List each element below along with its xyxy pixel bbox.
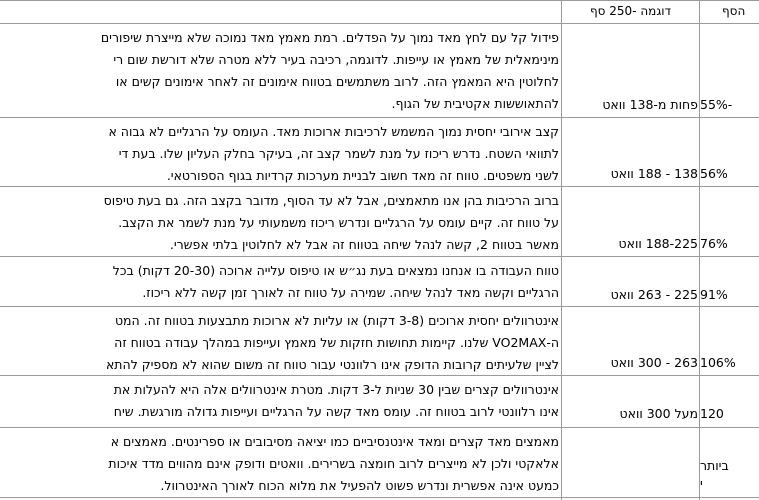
example-column-header: דוגמה -250 סף xyxy=(590,4,672,18)
description-line: אינטרוולים קצרים שבין 30 שניות ל-3 דקות. מטרת אינטרוולים אלה היא להעלות את xyxy=(113,382,559,397)
zone-7-threshold: ביותר xyxy=(700,458,729,473)
zone-5-example: 263 - 300 וואט xyxy=(610,355,698,370)
zone-4-threshold: 91% xyxy=(700,287,728,302)
description-line: לציין שלעיתים קרובות הדופק אינו רלוונטי עבור טווח זה משום שהוא לא מספיק להתא xyxy=(105,357,559,372)
table-border xyxy=(0,0,759,1)
row-divider xyxy=(0,427,759,428)
zone-1-threshold: -55% xyxy=(700,97,733,112)
zone-6-description xyxy=(113,379,559,423)
description-line: לשני משפטים. טווח זה מאד חשוב לבניית מערכות קרדיות בגוף הספורטאי. xyxy=(166,168,559,183)
zone-3-description xyxy=(103,190,559,256)
description-line: מינימאלית של מאמץ או עייפות. לדוגמה, רכיבה בעיר ללא מטרה שלא דורשת שום רי xyxy=(113,52,559,67)
zone-5-threshold: 106% xyxy=(700,355,736,370)
description-line: לתוואי השטח. נדרש ריכוז על מנת לשמר קצב זה, בעיקר בחלק העליון שלו. בעת די xyxy=(118,146,559,161)
description-line: פידול קל עם לחץ מאד נמוך על הפדלים. רמת מאמץ מאד נמוכה שלא מייצרת שיפורים xyxy=(100,30,559,45)
zone-3-example: 188-225 וואט xyxy=(618,236,698,251)
description-line: טווח העבודה בו אנחנו נמצאים בעת נג״ש או טיפוס עלייה ארוכה (20-30 דקות) בכל xyxy=(112,263,559,278)
table-border xyxy=(0,497,759,498)
zone-4-description xyxy=(112,260,559,304)
zone-7-threshold-cont: י xyxy=(700,476,703,491)
zone-6-example: מעל 300 וואט xyxy=(619,406,698,421)
zone-1-example: פחות מ-138 וואט xyxy=(602,97,698,112)
description-line: מאשר בטווח 2, קשה לנהל שיחה בטווח זה אבל לא לחלוטין בלתי אפשרי. xyxy=(169,237,559,252)
zone-1-description xyxy=(100,27,559,115)
row-divider xyxy=(0,256,759,257)
zone-4-example: 225 - 263 וואט xyxy=(610,287,698,302)
description-line: אינו רלוונטי לרוב בטווח זה. עומס מאד קשה על הרגליים ועייפות גדולה מורגשת. שיח xyxy=(113,404,559,419)
description-line: אינטרוולים יחסית ארוכים (3-8 דקות) או עליות לא ארוכות מתבצעות בטווח זה. המט xyxy=(114,313,559,328)
row-divider xyxy=(0,306,759,307)
description-line: כמעט אינה אפשרית ונדרש פשוט להפעיל את מלוא הכוח לאורך האינטרוול. xyxy=(160,478,559,493)
header-divider xyxy=(0,23,759,24)
description-line: להתאוששות אקטיבית של הגוף. xyxy=(391,96,559,111)
row-divider xyxy=(0,117,759,118)
threshold-column-header: הסף xyxy=(722,4,746,18)
description-line: אלאקטי ולכן לא מייצרים לרוב חומצה בשרירים. וואטים ודופק אינם מהווים מדד איכות xyxy=(108,456,559,471)
description-line: מאמצים מאד קצרים ומאד אינטנסיביים כמו יציאה מסיבובים או ספרינטים. מאמצים א xyxy=(110,434,559,449)
zone-7-description xyxy=(108,431,559,497)
zone-2-description xyxy=(108,121,559,187)
description-line: ברוב הרכיבות בהן אנו מתאמצים, אבל לא עד הסוף, מדובר בקצב הזה. גם בעת טיפוס xyxy=(103,193,559,208)
description-line: על טווח זה. קיים עומס על הרגליים ונדרש ריכוז משמעותי על מנת לשמר את הקצב. xyxy=(118,215,559,230)
description-line: לחלוטין היא המאמץ הזה. לרוב משתמשים בטווח אימונים זה לאחר אימונים קשים או xyxy=(115,74,559,89)
description-line: הרגליים וקשה מאד לנהל שיחה. שמירה על טווח זה לאורך זמן קשה ללא ריכוז. xyxy=(142,285,559,300)
description-line: קצב אירובי יחסית נמוך המשמש לרכיבות ארוכות מאד. העומס על הרגליים לא גבוה א xyxy=(108,124,559,139)
zone-2-example: 138 - 188 וואט xyxy=(610,166,698,181)
zone-5-description xyxy=(105,310,559,376)
zone-3-threshold: 76% xyxy=(700,236,728,251)
zone-2-threshold: 56% xyxy=(700,166,728,181)
description-line: ה-VO2MAX שלנו. קיימות תחושות חזקות של מאמץ ועייפות במהלך עבודה בטווח זה xyxy=(114,335,559,350)
zone-6-threshold: 120 xyxy=(700,406,724,421)
